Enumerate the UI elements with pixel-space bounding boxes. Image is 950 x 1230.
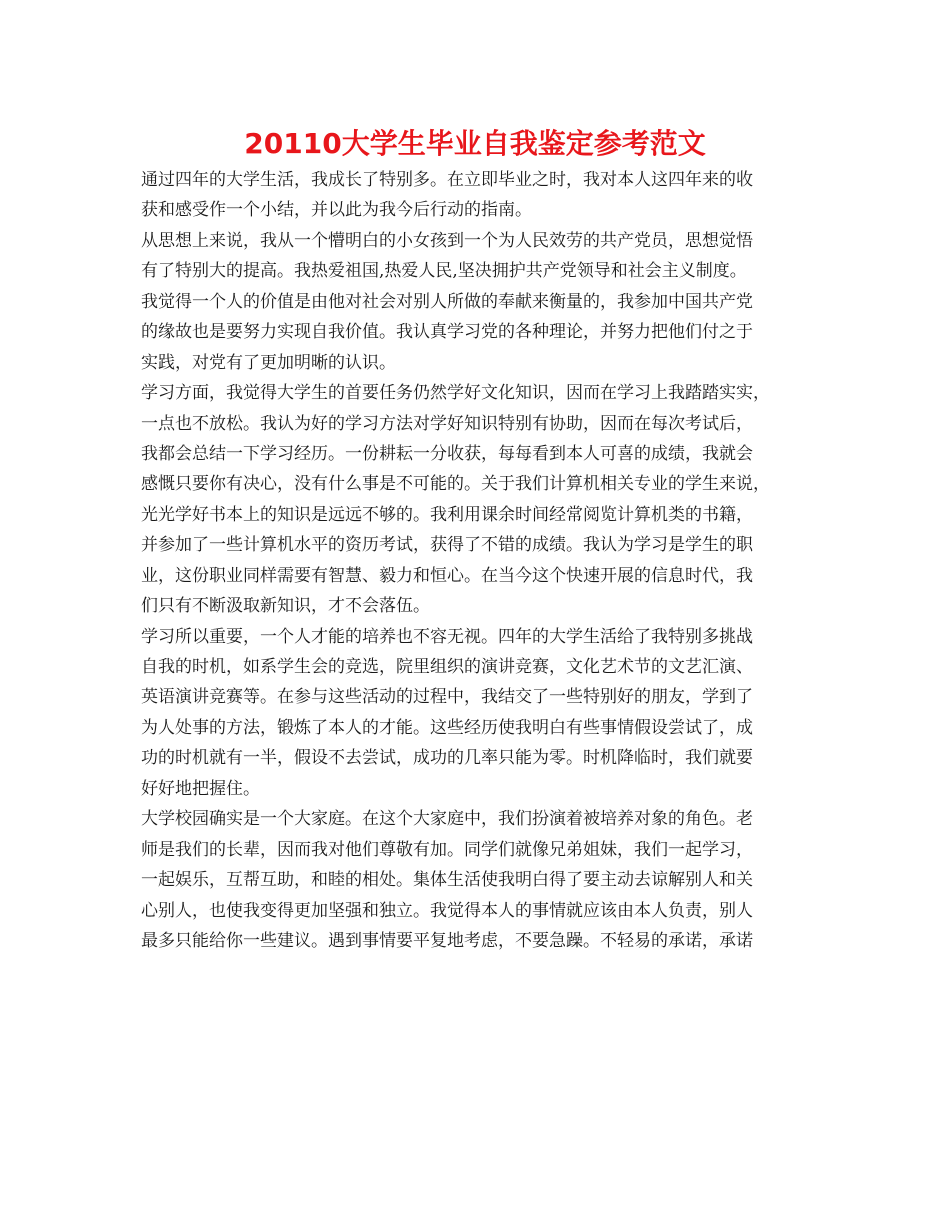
- text-line: 感慨只要你有决心，没有什么事是不可能的。关于我们计算机相关专业的学生来说，: [141, 474, 770, 495]
- text-line: 最多只能给你一些建议。遇到事情要平复地考虑，不要急躁。不轻易的承诺，承诺: [141, 930, 753, 951]
- text-line: 师是我们的长辈，因而我对他们尊敬有加。同学们就像兄弟姐妹，我们一起学习，: [141, 839, 753, 860]
- text-line: 有了特别大的提高。我热爱祖国,热爱人民,坚决拥护共产党领导和社会主义制度。: [141, 261, 747, 282]
- text-line: 业，这份职业同样需要有智慧、毅力和恒心。在当今这个快速开展的信息时代，我: [141, 565, 753, 586]
- text-line: 通过四年的大学生活，我成长了特别多。在立即毕业之时，我对本人这四年来的收: [141, 170, 753, 190]
- text-line: 一点也不放松。我认为好的学习方法对学好知识特别有协助，因而在每次考试后，: [141, 413, 753, 434]
- text-line: 我都会总结一下学习经历。一份耕耘一分收获，每每看到本人可喜的成绩，我就会: [141, 443, 753, 464]
- text-line: 从思想上来说，我从一个懵明白的小女孩到一个为人民效劳的共产党员，思想觉悟: [141, 230, 753, 251]
- text-line: 自我的时机，如系学生会的竞选，院里组织的演讲竞赛，文化艺术节的文艺汇演、: [141, 657, 753, 677]
- text-line: 实践，对党有了更加明晰的认识。: [141, 352, 396, 373]
- text-line: 一起娱乐，互帮互助，和睦的相处。集体生活使我明白得了要主动去谅解别人和关: [141, 870, 753, 891]
- text-line: 们只有不断汲取新知识，才不会落伍。: [141, 596, 430, 617]
- text-line: 的缘故也是要努力实现自我价值。我认真学习党的各种理论，并努力把他们付之于: [141, 322, 753, 343]
- text-line: 学习方面，我觉得大学生的首要任务仍然学好文化知识，因而在学习上我踏踏实实，: [141, 383, 770, 404]
- text-line: 光光学好书本上的知识是远远不够的。我利用课余时间经常阅览计算机类的书籍，: [141, 504, 753, 525]
- text-line: 获和感受作一个小结，并以此为我今后行动的指南。: [141, 200, 532, 221]
- document-body: [141, 165, 821, 956]
- document-title: 20110大学生毕业自我鉴定参考范文: [244, 127, 706, 160]
- text-line: 功的时机就有一半，假设不去尝试，成功的几率只能为零。时机降临时，我们就要: [141, 748, 753, 769]
- text-line: 并参加了一些计算机水平的资历考试，获得了不错的成绩。我认为学习是学生的职: [141, 535, 753, 556]
- text-line: 心别人，也使我变得更加坚强和独立。我觉得本人的事情就应该由本人负责，别人: [141, 900, 753, 921]
- text-line: 我觉得一个人的价值是由他对社会对别人所做的奉献来衡量的，我参加中国共产党: [141, 291, 753, 312]
- text-line: 为人处事的方法，锻炼了本人的才能。这些经历使我明白有些事情假设尝试了，成: [141, 717, 753, 738]
- text-line: 英语演讲竞赛等。在参与这些活动的过程中，我结交了一些特别好的朋友，学到了: [141, 687, 753, 708]
- text-line: 学习所以重要，一个人才能的培养也不容无视。四年的大学生活给了我特别多挑战: [141, 626, 753, 647]
- text-line: 好好地把握住。: [141, 778, 260, 799]
- text-line: 大学校园确实是一个大家庭。在这个大家庭中，我们扮演着被培养对象的角色。老: [141, 809, 753, 830]
